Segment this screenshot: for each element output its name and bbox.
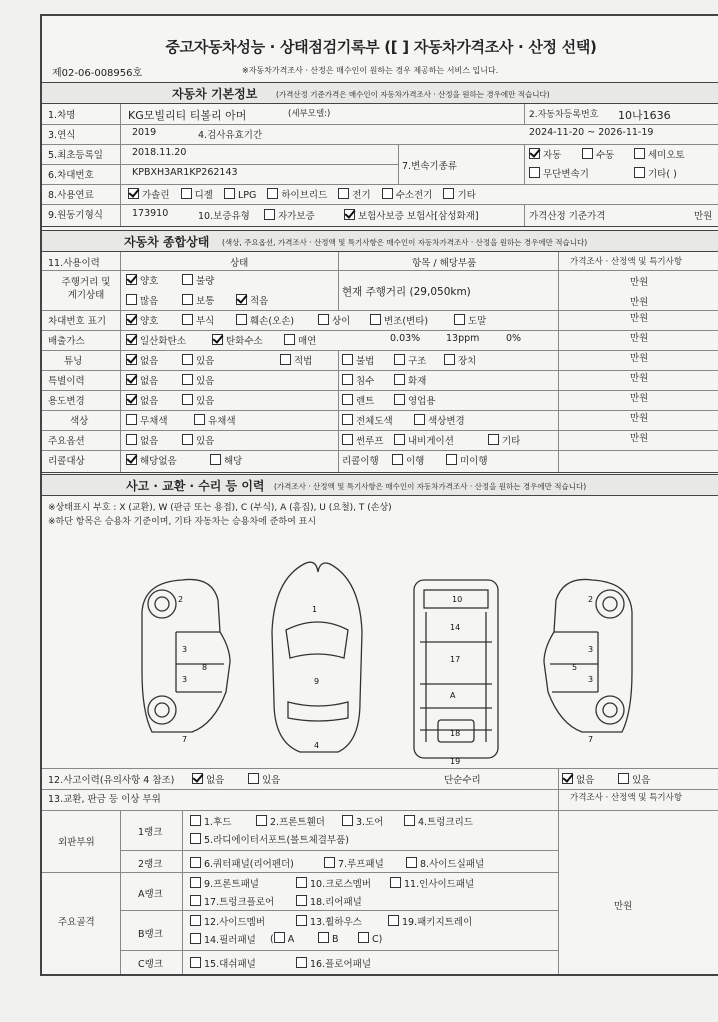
warranty-self-checkbox[interactable] <box>264 209 275 220</box>
trans-manual-checkbox[interactable] <box>582 148 593 159</box>
emission-label: 배출가스 <box>48 336 85 347</box>
row-color <box>42 410 718 431</box>
vin-good-label: 양호 <box>140 316 159 327</box>
rankC-label: C랭크 <box>138 959 163 970</box>
p2-label: 2.프론트휀더 <box>270 817 325 828</box>
row-option <box>42 430 718 451</box>
trans-semi-label: 세미오토 <box>648 150 685 161</box>
warranty-label: 10.보증유형 <box>198 211 250 222</box>
fuel-electric-label: 전기 <box>352 190 371 201</box>
tuning-none-label: 없음 <box>140 356 159 367</box>
inspection-label: 4.검사유효기간 <box>198 130 263 141</box>
gauge-good-checkbox[interactable] <box>126 274 137 285</box>
repair-exists-checkbox[interactable] <box>618 773 629 784</box>
use-none-label: 없음 <box>140 396 159 407</box>
tuning-structure-checkbox[interactable] <box>394 354 405 365</box>
option-exists-checkbox[interactable] <box>182 434 193 445</box>
p17-label: 17.트렁크플로어 <box>204 897 275 908</box>
p14-label: 14.필러패널 <box>204 935 256 946</box>
tuning-legal-checkbox[interactable] <box>280 354 291 365</box>
diag-label-9: 10 <box>452 595 463 604</box>
use-exists-checkbox[interactable] <box>182 394 193 405</box>
fire-checkbox[interactable] <box>394 374 405 385</box>
special-label: 특별이력 <box>48 376 85 387</box>
right-rear-wheel <box>596 696 624 724</box>
recall-not-performed-label: 미이행 <box>460 456 488 467</box>
sunroof-label: 썬루프 <box>356 436 384 447</box>
p10-label: 10.크로스멤버 <box>310 879 371 890</box>
diag-label-19: A <box>450 691 456 700</box>
p18-checkbox[interactable] <box>296 895 307 906</box>
item-col-label: 항목 / 해당부품 <box>412 258 477 269</box>
special-none-label: 없음 <box>140 376 159 387</box>
p19-label: 19.패키지트레이 <box>402 917 473 928</box>
diag-label-2r: 2 <box>588 595 594 604</box>
vin-mismatch-checkbox[interactable] <box>318 314 329 325</box>
diag-label-3a: 3 <box>182 645 188 654</box>
recall-not-performed-checkbox[interactable] <box>446 454 457 465</box>
mileage-normal-label: 보통 <box>196 296 215 307</box>
row-car-name <box>42 104 718 125</box>
p5-checkbox[interactable] <box>190 833 201 844</box>
warranty-insurance-checkbox[interactable] <box>344 209 355 220</box>
left-rear-wheel <box>148 696 176 724</box>
top-view-car-outline <box>272 562 362 752</box>
row-use-change <box>42 390 718 411</box>
basic-info-note: (가격산정 기준가격은 매수인이 자동차가격조사 · 산정을 원하는 경우에만 적습니다) <box>276 90 550 99</box>
p4-label: 4.트렁크리드 <box>418 817 473 828</box>
price-base-unit: 만원 <box>694 211 713 222</box>
trans-other-checkbox[interactable] <box>634 167 645 178</box>
reg-no-label: 2.자동차등록번호 <box>529 110 599 120</box>
recall-performed-checkbox[interactable] <box>392 454 403 465</box>
option-exists-label: 있음 <box>196 436 215 447</box>
chromatic-checkbox[interactable] <box>194 414 205 425</box>
business-checkbox[interactable] <box>394 394 405 405</box>
service-note: ※자동차가격조사 · 산정은 매수인이 원하는 경우 제공하는 서비스 입니다. <box>242 66 499 75</box>
p12-label: 12.사이드멤버 <box>204 917 265 928</box>
vin-altered-label: 변조(변타) <box>384 316 429 327</box>
mileage-many-label: 많음 <box>140 296 159 307</box>
fuel-electric-checkbox[interactable] <box>338 188 349 199</box>
first-reg: 2018.11.20 <box>132 147 187 158</box>
full-paint-label: 전체도색 <box>356 416 393 427</box>
fuel-label: 8.사용연료 <box>48 190 94 201</box>
p1-checkbox[interactable] <box>190 815 201 826</box>
p8-label: 8.사이드실패널 <box>420 859 485 870</box>
row-accident <box>42 768 718 790</box>
basic-info-title: 자동차 기본정보 <box>172 87 258 101</box>
price-col-label: 가격조사 · 산정액 및 특기사항 <box>570 257 683 267</box>
vin-mark-unit: 만원 <box>630 313 649 324</box>
tuning-none-checkbox[interactable] <box>126 354 137 365</box>
exchange-unit: 만원 <box>614 901 633 912</box>
trans-auto-label: 자동 <box>543 150 562 161</box>
pC-label: C <box>372 934 379 945</box>
exchange-label: 13.교환, 판금 등 이상 부위 <box>48 794 161 805</box>
p7-label: 7.루프패널 <box>338 859 384 870</box>
repair-none-label: 없음 <box>576 775 595 786</box>
inspection-record-sheet <box>40 14 718 976</box>
accident-header <box>42 474 718 496</box>
diag-label-17: 18 <box>450 729 461 738</box>
smoke-value: 0% <box>506 333 522 344</box>
fuel-other-label: 기타 <box>457 190 476 201</box>
p1-label: 1.후드 <box>204 817 232 828</box>
accident-note: (가격조사 · 산정액 및 특기사항은 매수인이 자동차가격조사 · 산정을 원하는 경우에만 적습니다) <box>274 482 587 491</box>
overall-header <box>42 230 718 252</box>
vin-mismatch-label: 상이 <box>332 316 351 327</box>
recall-performed-label: 이행 <box>406 456 425 467</box>
tuning-device-checkbox[interactable] <box>444 354 455 365</box>
vin-corrosion-checkbox[interactable] <box>182 314 193 325</box>
pA-checkbox[interactable] <box>274 932 285 943</box>
business-label: 영업용 <box>408 396 436 407</box>
diag-label-3r: 3 <box>588 645 594 654</box>
special-exists-checkbox[interactable] <box>182 374 193 385</box>
diag-label-8: 8 <box>202 663 208 672</box>
tuning-illegal-label: 불법 <box>356 356 375 367</box>
special-none-checkbox[interactable] <box>126 374 137 385</box>
reg-no: 10나1636 <box>618 109 671 122</box>
option-other-checkbox[interactable] <box>488 434 499 445</box>
mileage-few-label: 적음 <box>250 296 269 307</box>
diag-label-18: 19 <box>450 757 461 766</box>
right-front-wheel <box>596 590 624 618</box>
p9-checkbox[interactable] <box>190 877 201 888</box>
p16-checkbox[interactable] <box>296 957 307 968</box>
vin: KPBXH3AR1KP262143 <box>132 167 238 178</box>
row-recall <box>42 450 718 473</box>
sunroof-checkbox[interactable] <box>342 434 353 445</box>
recall-label: 리콜대상 <box>48 456 85 467</box>
vin-stamp-checkbox[interactable] <box>454 314 465 325</box>
p11-checkbox[interactable] <box>390 877 401 888</box>
p14-checkbox[interactable] <box>190 933 201 944</box>
mileage-gauge-unit: 만원 <box>630 277 649 288</box>
mileage-unit: 만원 <box>630 297 649 308</box>
overall-column-header <box>42 252 718 271</box>
trans-auto-checkbox[interactable] <box>529 148 540 159</box>
rank1-label: 1랭크 <box>138 827 163 838</box>
car-part-diagram <box>42 552 718 774</box>
option-none-checkbox[interactable] <box>126 434 137 445</box>
trans-cvt-checkbox[interactable] <box>529 167 540 178</box>
chromatic-label: 유채색 <box>208 416 236 427</box>
pC-checkbox[interactable] <box>358 932 369 943</box>
accident-none-checkbox[interactable] <box>192 773 203 784</box>
fuel-lpg-label: LPG <box>237 190 257 201</box>
engine: 173910 <box>132 208 169 219</box>
full-paint-checkbox[interactable] <box>342 414 353 425</box>
special-unit: 만원 <box>630 373 649 384</box>
usage-col-label: 11.사용이력 <box>48 258 100 269</box>
accident-exists-label: 있음 <box>262 775 281 786</box>
mileage-many-checkbox[interactable] <box>126 294 137 305</box>
fuel-hydrogen-label: 수소전기 <box>395 190 433 201</box>
exchange-table: 외판부위 주요골격 1랭크 2랭크 A랭크 B랭크 C랭크 1.후드 2.프론트휀더 3.도어 4.트렁크리드 5.라디에이터서포트(볼트체결부품) 6.쿼터패널(리어펜더) 7.루프패널 8.사이드실패널 9.프론트패널 10.크로스멤버 11.인사이드패널 17.트렁크플로어 18.리어패널 12.사이드멤버 13.휠하우스 19.패키지트레이 14.필러패널 ( A B C) 15.대쉬패널 16.플로어패널 만원 <box>42 810 718 974</box>
symbol-note: ※상태표시 부호 : X (교환), W (판금 또는 용접), C (부식), A (흠집), U (요철), T (손상) <box>48 503 392 513</box>
current-mileage: 현재 주행거리 (29,050km) <box>342 286 471 298</box>
row-fuel <box>42 184 718 205</box>
warranty-insurance-label: 보험사보증 보험사[삼성화재] <box>358 211 479 222</box>
hc-label: 탄화수소 <box>226 336 263 347</box>
p8-checkbox[interactable] <box>406 857 417 868</box>
vin-damage-label: 훼손(오손) <box>250 316 295 327</box>
price-base-label: 가격산정 기준가격 <box>529 211 606 222</box>
row-emission <box>42 330 718 351</box>
row-engine <box>42 204 718 227</box>
option-unit: 만원 <box>630 433 649 444</box>
use-change-unit: 만원 <box>630 393 649 404</box>
recall-na-label: 해당없음 <box>140 456 177 467</box>
document-title: 중고자동차성능 · 상태점검기록부 ([ ] 자동차가격조사 · 산정 선택) <box>165 38 597 56</box>
use-none-checkbox[interactable] <box>126 394 137 405</box>
diag-label-5: 5 <box>572 663 578 672</box>
achromatic-checkbox[interactable] <box>126 414 137 425</box>
vin-label: 6.차대번호 <box>48 170 94 181</box>
engine-label: 9.원동기형식 <box>48 210 103 221</box>
rent-checkbox[interactable] <box>342 394 353 405</box>
pB-label: B <box>332 934 339 945</box>
document-number: 제02-06-008956호 <box>52 68 143 79</box>
pB-checkbox[interactable] <box>318 932 329 943</box>
diag-label-1: 1 <box>312 605 318 614</box>
tuning-illegal-checkbox[interactable] <box>342 354 353 365</box>
navigation-label: 내비게이션 <box>408 436 454 447</box>
option-none-label: 없음 <box>140 436 159 447</box>
year: 2019 <box>132 127 157 138</box>
warranty-self-label: 자가보증 <box>278 211 315 222</box>
trans-other-label: 기타( ) <box>648 169 677 180</box>
year-label: 3.연식 <box>48 130 76 141</box>
row-exchange-header <box>42 788 718 811</box>
fuel-gasoline-checkbox[interactable] <box>128 188 139 199</box>
flood-label: 침수 <box>356 376 375 387</box>
tuning-unit: 만원 <box>630 353 649 364</box>
row-tuning <box>42 350 718 371</box>
p5-label: 5.라디에이터서포트(볼트체결부품) <box>204 835 349 846</box>
vin-altered-checkbox[interactable] <box>370 314 381 325</box>
row-mileage <box>42 270 718 311</box>
p18-label: 18.리어패널 <box>310 897 362 908</box>
first-reg-label: 5.최초등록일 <box>48 150 103 161</box>
color-unit: 만원 <box>630 413 649 424</box>
repair-exists-label: 있음 <box>632 775 651 786</box>
emission-unit: 만원 <box>630 333 649 344</box>
hc-value: 13ppm <box>446 333 480 344</box>
p9-label: 9.프론트패널 <box>204 879 259 890</box>
p3-label: 3.도어 <box>356 817 384 828</box>
p6-label: 6.쿼터패널(리어펜더) <box>204 859 294 870</box>
fuel-other-checkbox[interactable] <box>443 188 454 199</box>
use-change-label: 용도변경 <box>48 396 85 407</box>
co-checkbox[interactable] <box>126 334 137 345</box>
tuning-label: 튜닝 <box>64 356 83 367</box>
trans-cvt-label: 무단변속기 <box>543 169 589 180</box>
overall-note: (색상, 주요옵션, 가격조사 · 산정액 및 특기사항은 매수인이 자동차가격조사 · 산정을 원하는 경우에만 적습니다) <box>222 238 588 247</box>
tuning-exists-label: 있음 <box>196 356 215 367</box>
smoke-checkbox[interactable] <box>284 334 295 345</box>
gauge-good-label: 양호 <box>140 276 159 287</box>
fuel-diesel-checkbox[interactable] <box>181 188 192 199</box>
p13-label: 13.휠하우스 <box>310 917 362 928</box>
flood-checkbox[interactable] <box>342 374 353 385</box>
diag-label-13: 14 <box>450 623 461 632</box>
row-vin-mark <box>42 310 718 331</box>
option-label: 주요옵션 <box>48 436 85 447</box>
vin-damage-checkbox[interactable] <box>236 314 247 325</box>
mileage-few-checkbox[interactable] <box>236 294 247 305</box>
fire-label: 화재 <box>408 376 427 387</box>
accident-title: 사고 · 교환 · 수리 등 이력 <box>126 479 265 493</box>
major-frame-label: 주요골격 <box>58 917 95 928</box>
diag-label-6r: 7 <box>588 735 594 744</box>
repair-none-checkbox[interactable] <box>562 773 573 784</box>
base-note: ※하단 항목은 승용차 기준이며, 기타 자동차는 승용차에 준하여 표시 <box>48 517 317 527</box>
car-name: KG모빌리티 티볼리 아머 <box>128 109 247 122</box>
tuning-exists-checkbox[interactable] <box>182 354 193 365</box>
fuel-lpg-checkbox[interactable] <box>224 188 235 199</box>
accident-exists-checkbox[interactable] <box>248 773 259 784</box>
fuel-diesel-label: 디젤 <box>194 190 213 201</box>
trans-semi-checkbox[interactable] <box>634 148 645 159</box>
diag-label-3r2: 3 <box>588 675 594 684</box>
diag-label-3b: 3 <box>182 675 188 684</box>
rankA-label: A랭크 <box>138 889 163 900</box>
vin-corrosion-label: 부식 <box>196 316 215 327</box>
transmission-label: 7.변속기종류 <box>402 161 457 172</box>
fuel-hybrid-label: 하이브리드 <box>281 190 328 201</box>
row-special <box>42 370 718 391</box>
mileage-label: 주행거리 및 계기상태 <box>61 277 111 301</box>
trans-manual-label: 수동 <box>596 150 615 161</box>
tuning-legal-label: 적법 <box>294 356 313 367</box>
recall-na-checkbox[interactable] <box>126 454 137 465</box>
gauge-bad-label: 불량 <box>196 276 215 287</box>
mileage-normal-checkbox[interactable] <box>182 294 193 305</box>
rank2-label: 2랭크 <box>138 859 163 870</box>
p3-checkbox[interactable] <box>342 815 353 826</box>
diag-label-2: 2 <box>178 595 184 604</box>
navigation-checkbox[interactable] <box>394 434 405 445</box>
option-other-label: 기타 <box>502 436 521 447</box>
diag-label-16: 17 <box>450 655 461 664</box>
p15-checkbox[interactable] <box>190 957 201 968</box>
pA-label: A <box>287 934 295 945</box>
gauge-bad-checkbox[interactable] <box>182 274 193 285</box>
diag-label-6: 7 <box>182 735 188 744</box>
achromatic-label: 무채색 <box>140 416 168 427</box>
use-exists-label: 있음 <box>196 396 215 407</box>
accident-none-label: 없음 <box>206 775 225 786</box>
simple-repair-label: 단순수리 <box>444 775 481 786</box>
tuning-structure-label: 구조 <box>408 356 427 367</box>
exchange-price-col: 가격조사 · 산정액 및 특기사항 <box>570 793 683 803</box>
p13-checkbox[interactable] <box>296 915 307 926</box>
p12-checkbox[interactable] <box>190 915 201 926</box>
p7-checkbox[interactable] <box>324 857 335 868</box>
left-front-wheel <box>148 590 176 618</box>
tuning-device-label: 장치 <box>458 356 477 367</box>
recall-applicable-checkbox[interactable] <box>210 454 221 465</box>
color-label: 색상 <box>70 416 89 427</box>
overall-title: 자동차 종합상태 <box>124 235 210 249</box>
p19-checkbox[interactable] <box>388 915 399 926</box>
special-exists-label: 있음 <box>196 376 215 387</box>
p6-checkbox[interactable] <box>190 857 201 868</box>
co-value: 0.03% <box>390 333 421 344</box>
p17-checkbox[interactable] <box>190 895 201 906</box>
inspection-period: 2024-11-20 ~ 2026-11-19 <box>529 127 654 138</box>
p4-checkbox[interactable] <box>404 815 415 826</box>
rankB-label: B랭크 <box>138 929 163 940</box>
row-year <box>42 124 718 145</box>
p10-checkbox[interactable] <box>296 877 307 888</box>
diag-label-7: 9 <box>314 677 320 686</box>
car-name-label: 1.차명 <box>48 110 76 121</box>
p11-label: 11.인사이드패널 <box>404 879 475 890</box>
recall-perform-label: 리콜이행 <box>342 456 379 467</box>
co-label: 일산화탄소 <box>140 336 186 347</box>
hc-checkbox[interactable] <box>212 334 223 345</box>
vin-mark-label: 차대번호 표기 <box>48 316 107 327</box>
p2-checkbox[interactable] <box>256 815 267 826</box>
outer-part-label: 외판부위 <box>58 837 95 848</box>
fuel-gasoline-label: 가솔린 <box>142 190 170 201</box>
accident-label: 12.사고이력(유의사항 4 참조) <box>48 775 175 786</box>
vin-stamp-label: 도말 <box>468 316 487 327</box>
state-col-label: 상태 <box>230 258 249 269</box>
fuel-hydrogen-checkbox[interactable] <box>382 188 393 199</box>
vin-good-checkbox[interactable] <box>126 314 137 325</box>
color-change-checkbox[interactable] <box>414 414 425 425</box>
p16-label: 16.플로어패널 <box>310 959 371 970</box>
rent-label: 렌트 <box>356 396 375 407</box>
p15-label: 15.대쉬패널 <box>204 959 256 970</box>
row-first-reg <box>42 144 718 185</box>
color-change-label: 색상변경 <box>428 416 465 427</box>
fuel-hybrid-checkbox[interactable] <box>267 188 278 199</box>
recall-applicable-label: 해당 <box>224 456 243 467</box>
smoke-label: 매연 <box>298 336 317 347</box>
basic-info-header <box>42 82 718 104</box>
diag-label-4: 4 <box>314 741 320 750</box>
detail-model: (세부모델:) <box>288 109 331 119</box>
